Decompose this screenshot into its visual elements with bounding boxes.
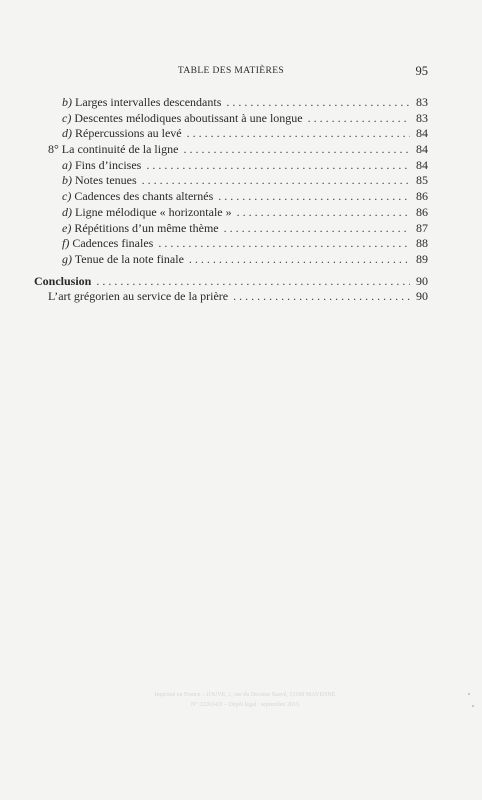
- toc-page-number: 89: [416, 251, 428, 266]
- dot-leader: [187, 126, 410, 142]
- toc-entry: [34, 126, 428, 142]
- running-header: [34, 64, 428, 80]
- toc-page-number: 90: [416, 273, 428, 288]
- toc-page-number: 85: [416, 173, 428, 188]
- toc-marker: d): [62, 126, 72, 141]
- toc-entry: [34, 189, 428, 205]
- toc-entry-title: Larges intervalles descendants: [75, 95, 222, 109]
- toc-page-number: 88: [416, 236, 428, 251]
- toc-entry: [34, 236, 428, 252]
- printer-imprint: [100, 690, 390, 710]
- toc-entry: [34, 158, 428, 174]
- toc-marker: c): [62, 189, 72, 204]
- running-title: TABLE DES MATIÈRES: [177, 66, 285, 76]
- toc-entry-title: Répercussions au levé: [75, 126, 182, 141]
- page-number: 95: [415, 64, 428, 78]
- toc-entry-title: Fins d’incises: [75, 157, 142, 172]
- toc-entry-title: L’art grégorien au service de la prière: [48, 289, 229, 304]
- table-of-contents: [34, 95, 428, 305]
- toc-entry-title: Cadences finales: [72, 236, 154, 251]
- toc-page-number: 87: [416, 220, 428, 235]
- toc-chapter-title: Conclusion: [34, 273, 92, 288]
- toc-page-number: 86: [416, 204, 428, 219]
- imprint-line: Imprimé en France – JOUVE, 1, rue du Docteur Sauvé, 53100 MAYENNE: [154, 692, 336, 698]
- imprint-line: N° 2226343J – Dépôt légal : septembre 2015: [190, 702, 300, 708]
- paper-speck: [468, 693, 470, 695]
- toc-page-number: 84: [416, 126, 428, 141]
- toc-entry: [34, 221, 428, 237]
- paper-speck: [472, 705, 474, 707]
- dot-leader: [96, 274, 410, 290]
- toc-entry-title: Notes tenues: [75, 173, 137, 188]
- toc-marker: f): [62, 236, 70, 251]
- toc-entry: [34, 173, 428, 189]
- toc-marker: d): [62, 204, 72, 219]
- dot-leader: [233, 289, 410, 305]
- toc-entry-title: Tenue de la note finale: [74, 251, 184, 266]
- toc-entry: [34, 205, 428, 221]
- toc-entry: [34, 252, 428, 268]
- toc-entry-title: Descentes mélodiques aboutissant à une longue: [74, 110, 303, 125]
- toc-page-number: 84: [416, 157, 428, 172]
- dot-leader: [226, 95, 410, 111]
- toc-marker: b): [62, 95, 72, 109]
- toc-chapter-entry: [34, 274, 428, 290]
- toc-marker: e): [62, 220, 72, 235]
- dot-leader: [158, 236, 410, 252]
- dot-leader: [218, 189, 410, 205]
- toc-marker: g): [62, 251, 72, 266]
- toc-marker: b): [62, 173, 72, 188]
- toc-entry-title: Répétitions d’un même thème: [74, 220, 219, 235]
- toc-page-number: 90: [416, 289, 428, 304]
- toc-page-number: 83: [416, 110, 428, 125]
- dot-leader: [189, 252, 410, 268]
- toc-entry: [34, 111, 428, 127]
- toc-page-number: 83: [416, 95, 428, 109]
- dot-leader: [308, 111, 410, 127]
- toc-entry-title: Cadences des chants alternés: [74, 189, 214, 204]
- dot-leader: [183, 142, 410, 158]
- toc-entry-title: Ligne mélodique « horizontale »: [75, 204, 232, 219]
- toc-page-number: 86: [416, 189, 428, 204]
- toc-entry: [34, 95, 428, 111]
- dot-leader: [142, 173, 410, 189]
- toc-entry: [34, 289, 428, 305]
- toc-section-entry: [34, 142, 428, 158]
- toc-page-number: 84: [416, 142, 428, 157]
- toc-marker: a): [62, 157, 72, 172]
- dot-leader: [146, 158, 410, 174]
- dot-leader: [237, 205, 410, 221]
- toc-entry-title: 8° La continuité de la ligne: [48, 142, 179, 157]
- dot-leader: [224, 221, 410, 237]
- toc-marker: c): [62, 110, 72, 125]
